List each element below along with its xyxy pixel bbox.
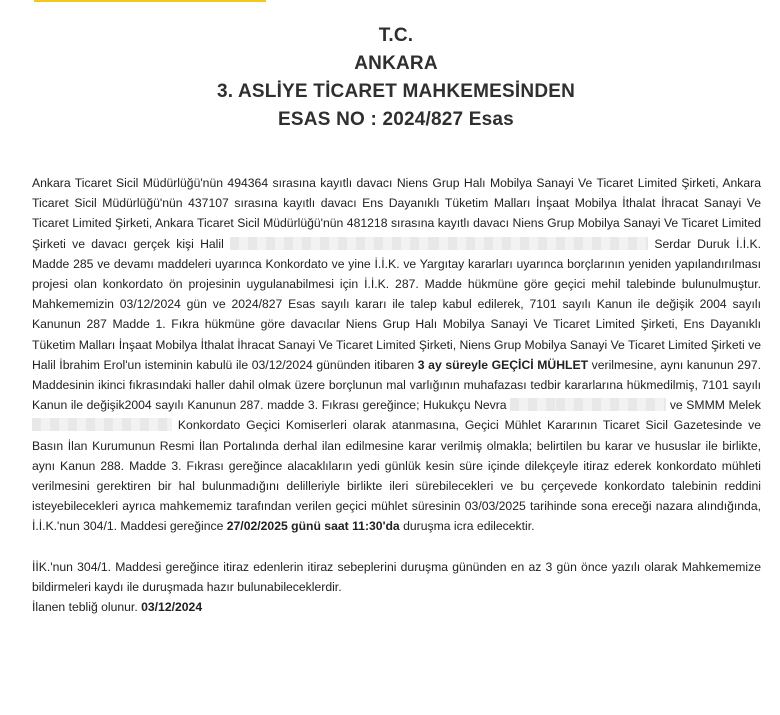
text-segment: Serdar Duruk İ.İ.K. Madde 285 ve devamı maddeleri uyarınca Konkordato ve yine İ.İ.K. ve Yargıtay kararları uyarınca borçlarının yeniden yapılandırılması projesi olan konkordato ön projesinin uygulanabilmesi için İ.İ.K. 287. Madde hükmüne göre geçici mehil talebinde bulunulmuştur. Mahkememizin 03/12/2024 gün ve 2024/827 Esas sayılı kararı ile talep kabul edilerek, 7101 sayılı Kanun ile değişik 2004 sayılı Kanunun 287 Madde 1. Fıkra hükmüne göre davacılar Niens Grup Halı Mobilya Sanayi Ve Ticaret Limited Şirketi, Ens Dayanıklı Tüketim Malları İnşaat Mobilya İthalat İhracat Sanayi Ve Ticaret Limited Şirketi, Niens Grup Mobilya Sanayi Ve Ticaret Limited Şirketi ve Halil İbrahim Erol'un isteminin kabulü ile 03/12/2024 gününden itibaren — [32, 236, 762, 372]
accent-bar — [34, 0, 266, 2]
header-line-city: ANKARA — [354, 53, 438, 74]
redacted-name-block — [556, 398, 666, 411]
notice-paragraph-objection: İİK.'nun 304/1. Maddesi gereğince itiraz edenlerin itiraz sebeplerini duruşma gününden en az 3 gün önce yazılı olarak Mahkememize bildirmeleri kaydı ile duruşmada hazır bulunabileceklerdir. — [32, 559, 761, 594]
mühlet-highlight: 3 ay süreyle GEÇİCİ MÜHLET — [417, 357, 589, 372]
redacted-name-block — [32, 418, 172, 431]
redacted-name-block — [430, 237, 648, 250]
notice-closing — [32, 597, 761, 617]
header-line-tc: T.C. — [378, 25, 414, 46]
closing-date: 03/12/2024 — [141, 600, 203, 615]
redacted-name-block — [230, 237, 430, 250]
text-segment: duruşma icra edilecektir. — [403, 519, 535, 534]
header-line-court: 3. ASLİYE TİCARET MAHKEMESİNDEN — [216, 81, 576, 102]
document-header — [0, 22, 780, 134]
closing-text: İlanen tebliğ olunur. — [32, 600, 138, 615]
header-line-case-no: ESAS NO : 2024/827 Esas — [278, 109, 514, 130]
notice-body — [32, 173, 761, 617]
text-segment: Konkordato Geçici Komiserleri olarak atanmasına, Geçici Mühlet Kararının Ticaret Sicil Gazetesinde ve Basın İlan Kurumunun Resmi İlan Portalında derhal ilan edilmesine karar verilmiş olmakla; belirtilen bu karar ve hususlar ile birlikte, aynı Kanun 288. Madde 3. Fıkrası gereğince alacaklıların yedi günlük kesin süre içinde dilekçeyle itiraz ederek konkordato mühleti verilmesini gerektiren bir hal bulunmadığını delilleriyle birlikte ileri sürebilecekleri ve bu çerçevede konkordato talebinin reddini isteyebilecekleri ayrıca mahkememiz tarafından verilen geçici mühlet süresinin 03/03/2025 tarihinde sona ereceği nazara alındığında, İ.İ.K.'nun 304/1. Maddesi gereğince — [32, 418, 762, 534]
redacted-name-block — [510, 398, 556, 411]
text-segment: Ankara Ticaret Sicil Müdürlüğü'nün 494364 sırasına kayıtlı davacı Niens Grup Halı Mobilya Sanayi Ve Ticaret Limited Şirketi, Ankara Ticaret Sicil Müdürlüğü'nün 437107 sırasına kayıtlı davacı Ens Dayanıklı Tüketim Malları İnşaat Mobilya İthalat İhracat Sanayi Ve Ticaret Limited Şirketi, Ankara Ticaret Sicil Müdürlüğü'nün 481218 sırasına kayıtlı davacı Niens Grup Mobilya Sanayi Ve Ticaret Limited Şirketi ve davacı gerçek kişi Halil — [32, 176, 761, 251]
text-segment: ve SMMM Melek — [669, 398, 761, 413]
notice-paragraph-main — [32, 173, 761, 537]
hearing-date-highlight: 27/02/2025 günü saat 11:30'da — [226, 519, 400, 534]
text-segment: verilmesine, aynı kanunun 297. Maddesinin ikinci fıkrasındaki haller dahil olmak üzere borçlunun mal varlığının muhafazası tedbir kararlarına hükmedilmiş, 7101 sayılı Kanun ile değişik2004 sayılı Kanunun 287. madde 3. Fıkrası gereğince; Hukukçu Nevra — [32, 357, 762, 413]
